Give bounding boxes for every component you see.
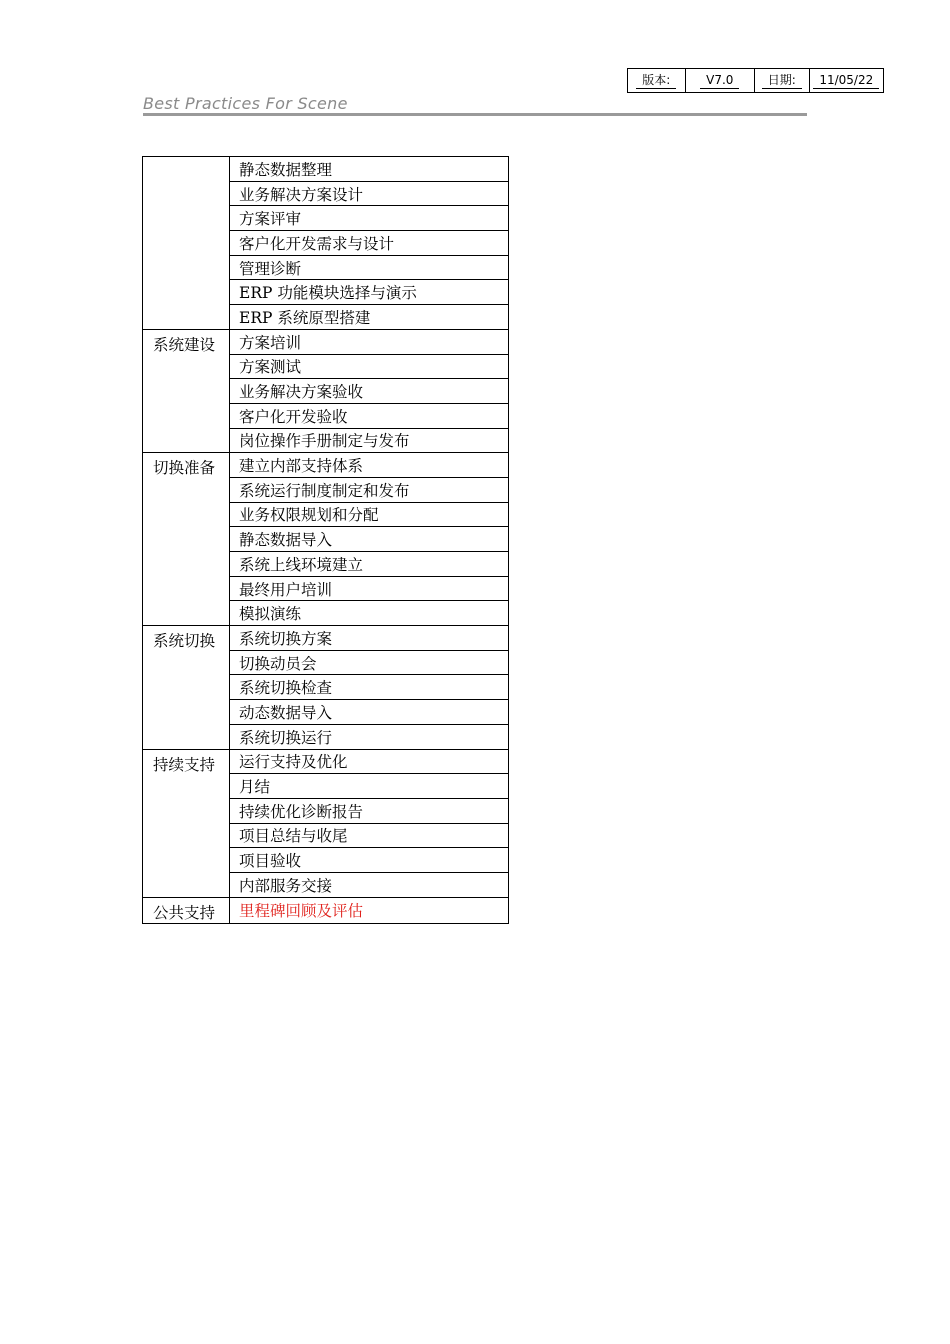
task-cell: 内部服务交接 bbox=[230, 872, 509, 897]
version-label-cell bbox=[628, 69, 686, 92]
task-cell: 系统切换方案 bbox=[230, 626, 509, 651]
task-cell: 方案测试 bbox=[230, 354, 509, 379]
version-label: 版本: bbox=[636, 72, 676, 89]
task-cell: 项目验收 bbox=[230, 848, 509, 873]
version-info-box bbox=[627, 68, 884, 93]
phase-cell: 切换准备 bbox=[143, 453, 230, 626]
table-row bbox=[143, 626, 509, 651]
task-cell: 方案评审 bbox=[230, 206, 509, 231]
task-cell: 持续优化诊断报告 bbox=[230, 798, 509, 823]
task-cell: 动态数据导入 bbox=[230, 700, 509, 725]
task-cell: 静态数据导入 bbox=[230, 527, 509, 552]
task-cell: 模拟演练 bbox=[230, 601, 509, 626]
table-row bbox=[143, 453, 509, 478]
date-value: 11/05/22 bbox=[813, 72, 879, 89]
version-value-cell bbox=[686, 69, 755, 92]
phase-cell: 持续支持 bbox=[143, 749, 230, 897]
table-row bbox=[143, 329, 509, 354]
phase-cell: 系统建设 bbox=[143, 329, 230, 452]
date-label-cell bbox=[755, 69, 810, 92]
task-cell: 月结 bbox=[230, 774, 509, 799]
date-label: 日期: bbox=[762, 72, 802, 89]
task-cell: 业务解决方案设计 bbox=[230, 181, 509, 206]
task-cell: 管理诊断 bbox=[230, 255, 509, 280]
phase-cell bbox=[143, 157, 230, 330]
task-cell: 系统切换检查 bbox=[230, 675, 509, 700]
version-value: V7.0 bbox=[700, 72, 739, 89]
document-header-title: Best Practices For Scene bbox=[143, 94, 348, 113]
task-cell: 系统运行制度制定和发布 bbox=[230, 477, 509, 502]
task-cell: 业务解决方案验收 bbox=[230, 379, 509, 404]
task-cell: 切换动员会 bbox=[230, 650, 509, 675]
plan-table-body bbox=[143, 157, 509, 924]
header-divider bbox=[143, 113, 807, 116]
task-cell: 项目总结与收尾 bbox=[230, 823, 509, 848]
task-cell: 客户化开发需求与设计 bbox=[230, 231, 509, 256]
table-row bbox=[143, 157, 509, 182]
task-cell: 系统切换运行 bbox=[230, 724, 509, 749]
table-row bbox=[143, 749, 509, 774]
task-cell: ERP 系统原型搭建 bbox=[230, 305, 509, 330]
task-cell: 客户化开发验收 bbox=[230, 403, 509, 428]
task-cell: 岗位操作手册制定与发布 bbox=[230, 428, 509, 453]
task-cell: ERP 功能模块选择与演示 bbox=[230, 280, 509, 305]
task-cell: 里程碑回顾及评估 bbox=[230, 897, 509, 923]
table-row bbox=[143, 897, 509, 923]
task-cell: 系统上线环境建立 bbox=[230, 552, 509, 577]
task-cell: 静态数据整理 bbox=[230, 157, 509, 182]
date-value-cell bbox=[810, 69, 883, 92]
implementation-plan-table bbox=[142, 156, 509, 924]
task-cell: 方案培训 bbox=[230, 329, 509, 354]
task-cell: 运行支持及优化 bbox=[230, 749, 509, 774]
phase-cell: 系统切换 bbox=[143, 626, 230, 749]
task-cell: 最终用户培训 bbox=[230, 576, 509, 601]
task-cell: 建立内部支持体系 bbox=[230, 453, 509, 478]
task-cell: 业务权限规划和分配 bbox=[230, 502, 509, 527]
phase-cell: 公共支持 bbox=[143, 897, 230, 923]
